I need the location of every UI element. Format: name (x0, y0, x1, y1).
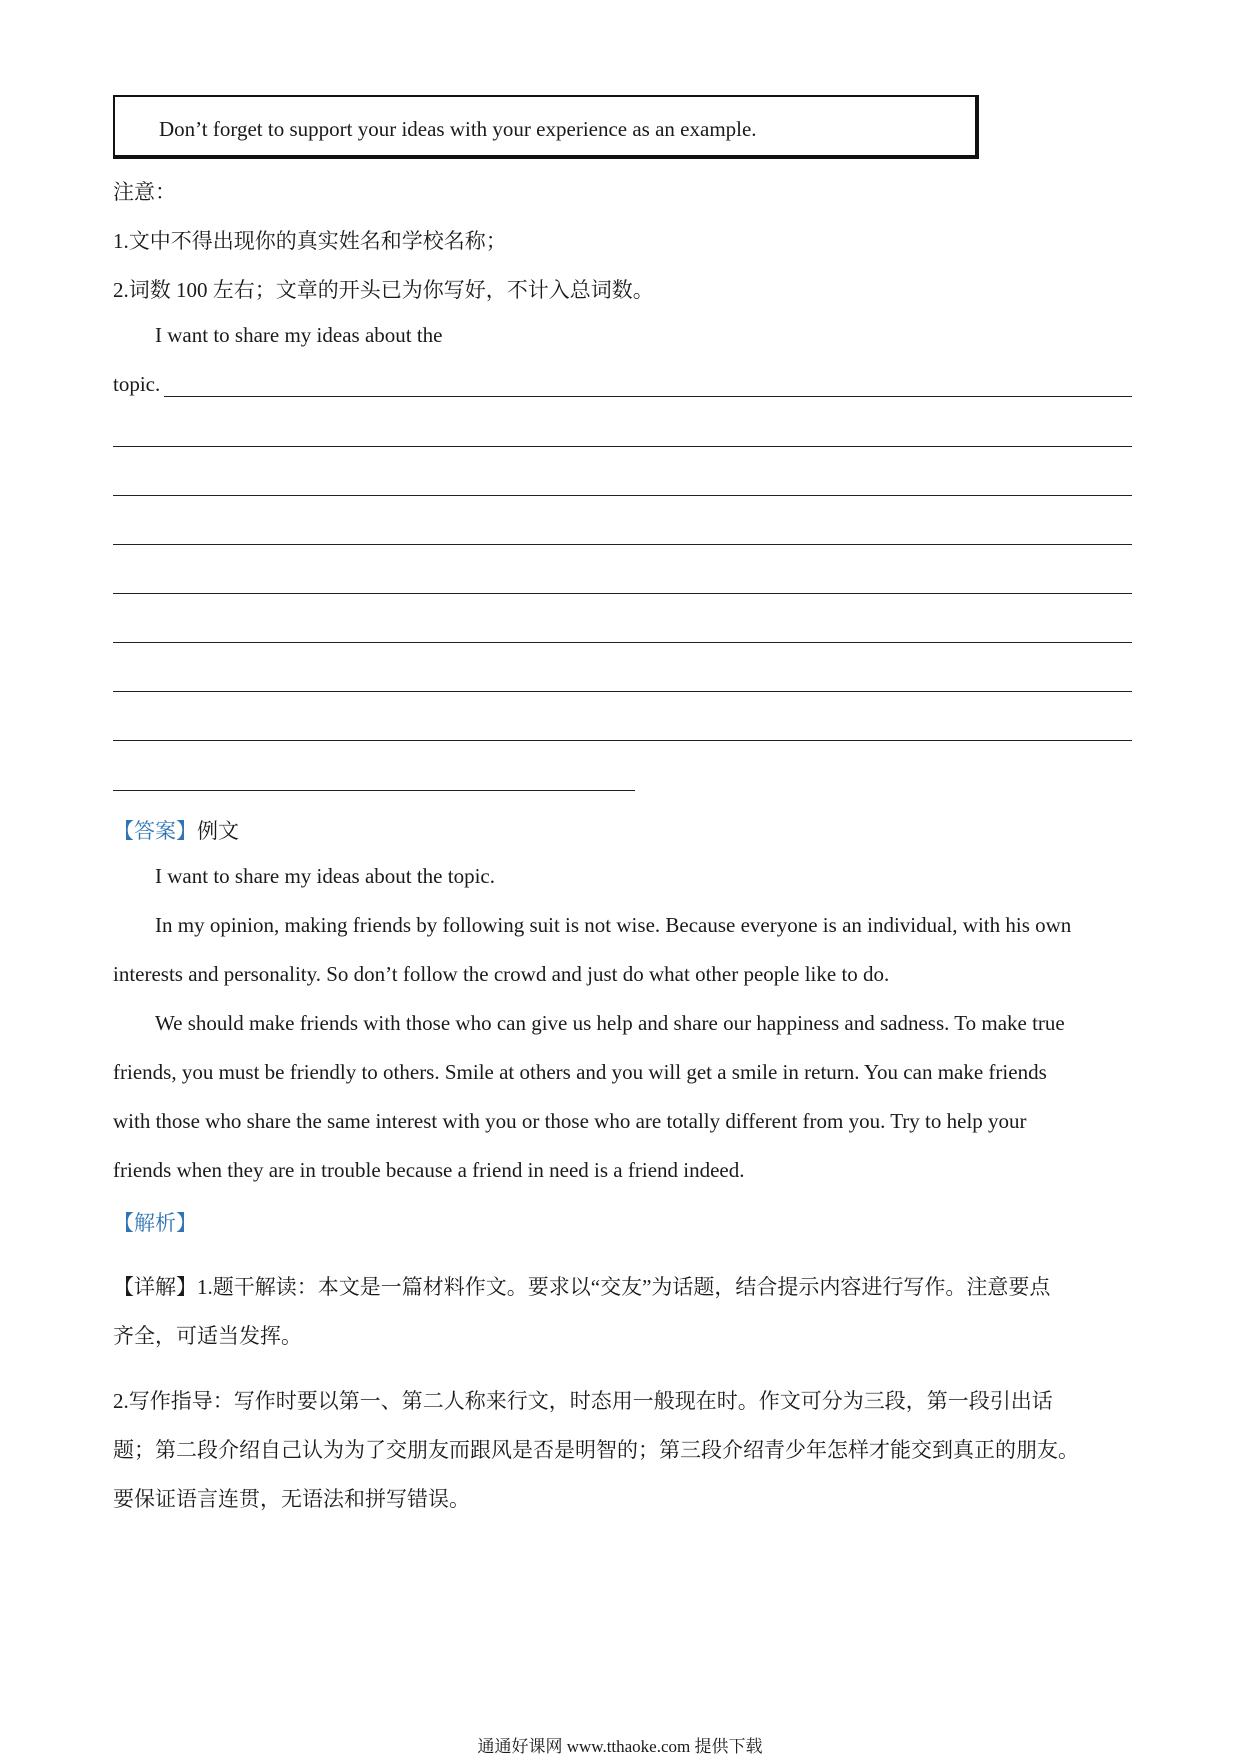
writing-line[interactable] (113, 593, 1132, 594)
writing-line[interactable] (113, 740, 1132, 741)
writing-line[interactable] (113, 495, 1132, 496)
answer-label-suffix: 例文 (197, 819, 239, 843)
answer-paragraph-2-line-4: friends when they are in trouble because a friend in need is a friend indeed. (113, 1158, 745, 1182)
answer-paragraph-2-line-2: friends, you must be friendly to others. Smile at others and you will get a smile in return. You can make friends (113, 1060, 1047, 1084)
essay-topic-word: topic. (113, 372, 161, 396)
writing-line[interactable] (113, 691, 1132, 692)
notice-label: 注意： (113, 180, 176, 204)
rule-2: 2.词数 100 左右；文章的开头已为你写好，不计入总词数。 (113, 278, 654, 302)
writing-line[interactable] (113, 790, 635, 791)
tip-text: Don’t forget to support your ideas with your experience as an example. (159, 117, 757, 141)
tip-box (113, 95, 979, 159)
writing-line[interactable] (113, 642, 1132, 643)
answer-heading (113, 815, 239, 845)
answer-paragraph-1-line-2: interests and personality. So don’t follow the crowd and just do what other people like to do. (113, 962, 890, 986)
answer-paragraph-2-line-3: with those who share the same interest with you or those who are totally different from you. Try to help your (113, 1109, 1027, 1133)
answer-paragraph-2-line-1: We should make friends with those who can give us help and share our happiness and sadness. To make true (155, 1011, 1065, 1035)
analysis-detail-2-line-2: 题；第二段介绍自己认为为了交朋友而跟风是否是明智的；第三段介绍青少年怎样才能交到真正的朋友。 (113, 1438, 1079, 1462)
analysis-detail-2-line-1: 2.写作指导：写作时要以第一、第二人称来行文，时态用一般现在时。作文可分为三段，第一段引出话 (113, 1389, 1053, 1413)
answer-label: 【答案】 (113, 819, 197, 843)
writing-line[interactable] (164, 396, 1132, 397)
rule-1: 1.文中不得出现你的真实姓名和学校名称； (113, 229, 507, 253)
answer-paragraph-1-line-1: In my opinion, making friends by following suit is not wise. Because everyone is an individual, with his own (155, 913, 1072, 937)
page-footer: 通通好课网 www.tthaoke.com 提供下载 (477, 1737, 763, 1756)
analysis-detail-1-line-1: 【详解】1.题干解读：本文是一篇材料作文。要求以“交友”为话题，结合提示内容进行写作。注意要点 (113, 1275, 1051, 1299)
writing-line[interactable] (113, 544, 1132, 545)
analysis-label: 【解析】 (113, 1211, 197, 1235)
essay-opening: I want to share my ideas about the (155, 323, 443, 347)
analysis-detail-2-line-3: 要保证语言连贯，无语法和拼写错误。 (113, 1487, 470, 1511)
analysis-detail-1-line-2: 齐全，可适当发挥。 (113, 1324, 302, 1348)
writing-line[interactable] (113, 446, 1132, 447)
answer-paragraph-0: I want to share my ideas about the topic. (155, 864, 495, 888)
